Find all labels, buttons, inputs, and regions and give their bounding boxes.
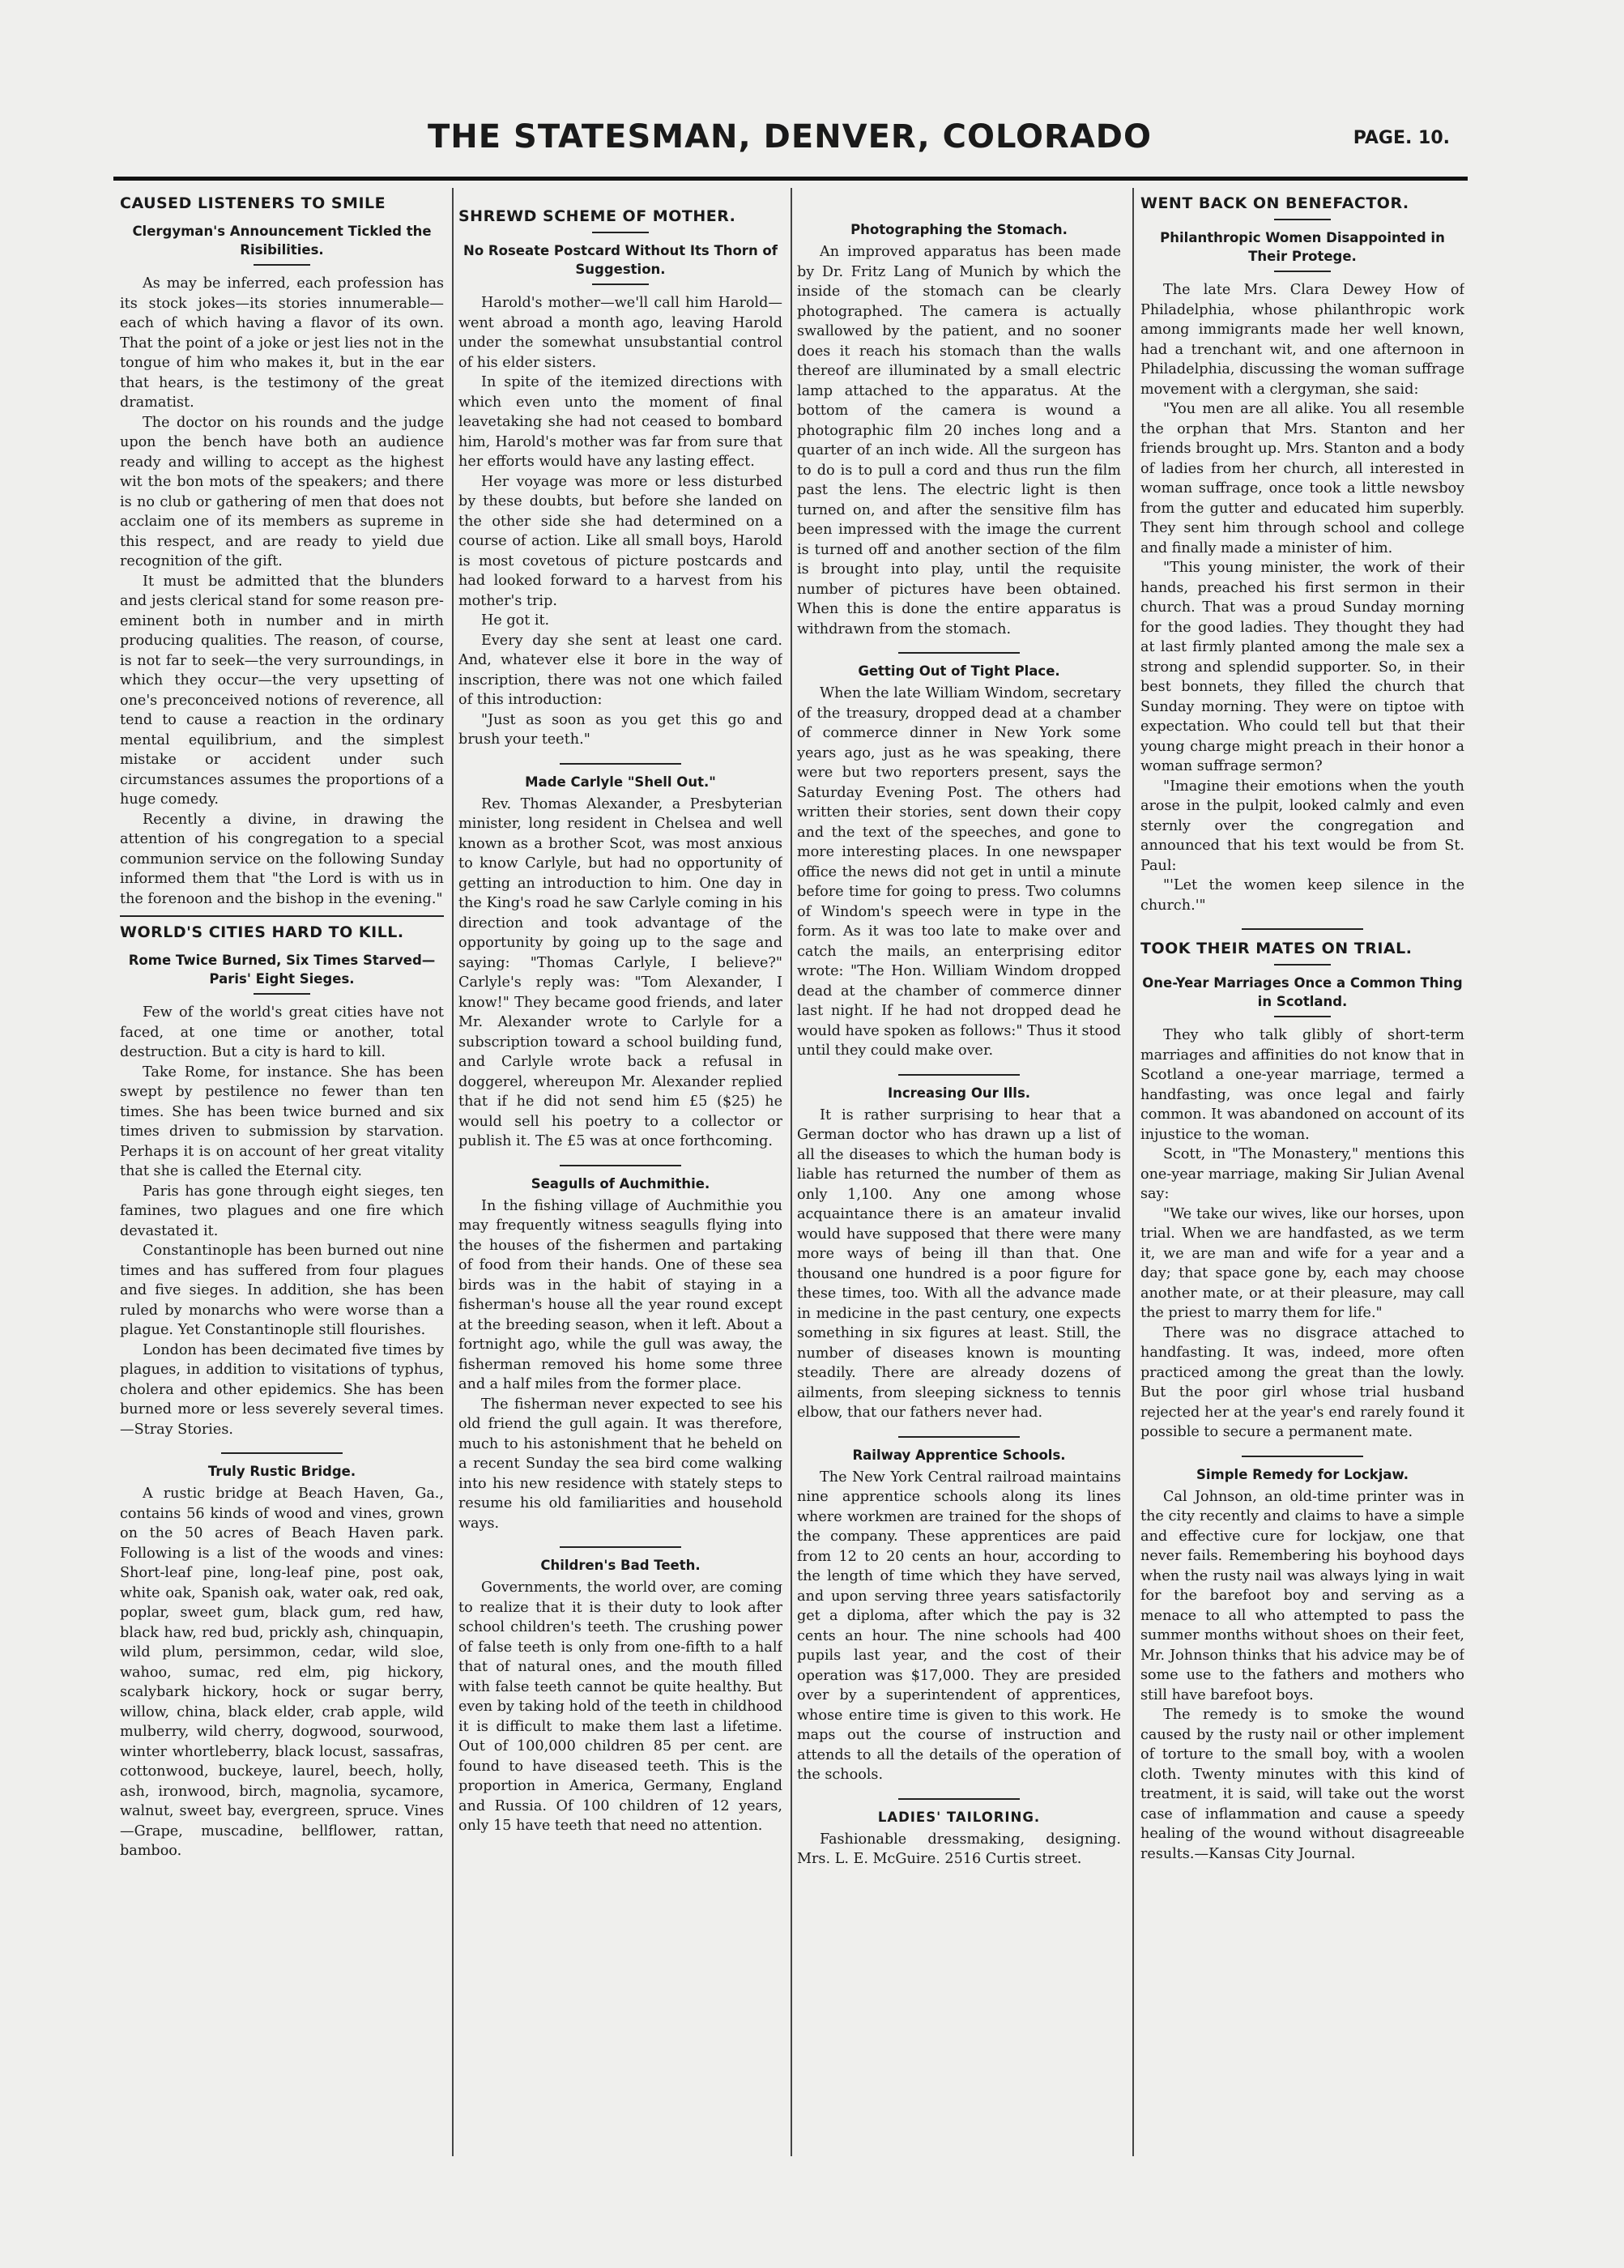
article-headline: WENT BACK ON BENEFACTOR. [1140, 194, 1409, 212]
paragraph: The doctor on his rounds and the judge upon the bench have both an audience ready and willing to accept as the highest wit the bon mots of the speakers; and there is no club or gathering of men that does not acclaim one of its members as supreme in this respect, and are ready to yield due recognition of the gift. [120, 414, 444, 569]
paragraph: Paris has gone through eight sieges, ten famines, two plagues and one fire which devastated it. [120, 1183, 444, 1239]
divider [592, 232, 649, 233]
divider [560, 1165, 681, 1166]
column-4 [1140, 188, 1464, 2197]
masthead [113, 113, 1466, 162]
article-subhead: One-Year Marriages Once a Common Thing in Scotland. [1142, 975, 1463, 1009]
paragraph: Few of the world's great cities have not faced, at one time or another, total destruction. But a city is hard to kill. [120, 1004, 444, 1060]
divider [1242, 928, 1363, 930]
paragraph: They who talk glibly of short-term marriages and affinities do not know that in Scotland a one-year marriage, termed a handfasting, was once legal and fairly common. It was abandoned on account of its injustice to the woman. [1140, 1027, 1464, 1143]
divider [592, 284, 649, 285]
paragraph: Every day she sent at least one card. And, whatever else it bore in the way of inscription, there was not one which failed of this introduction: [458, 632, 782, 708]
article-subhead: Increasing Our Ills. [887, 1085, 1031, 1101]
article-subhead: Photographing the Stomach. [850, 222, 1068, 237]
column-2 [458, 188, 782, 2197]
divider [254, 264, 310, 266]
article-headline: CAUSED LISTENERS TO SMILE [120, 194, 386, 212]
article-headline: WORLD'S CITIES HARD TO KILL. [120, 923, 404, 941]
paragraph: In spite of the itemized directions with which even unto the moment of final leavetaking she had not ceased to bombard him, Harold's mother was far from sure that her efforts would have any lasting effect. [458, 374, 782, 470]
paragraph: It must be admitted that the blunders and jests clerical stand for some reason pre-eminent both in number and in mirth producing qualities. The reason, of course, is not far to seek—the very surroundings, in which they occur—the very upsetting of one's preconceived notions of reverence, all tend to cause a reaction in the ordinary mental equilibrium, and the simplest mistake or accident under such circumstances assumes the proportions of a huge comedy. [120, 573, 444, 808]
paragraph: "You men are all alike. You all resemble the orphan that Mrs. Stanton and her friends brought up. Mrs. Stanton and a body of ladies from her church, all interested in woman suffrage, once took a little newsboy from the gutter and educated him superbly. They sent him through school and college and finally made a minister of him. [1140, 401, 1464, 556]
column-divider [452, 188, 454, 2156]
article-subhead: Rome Twice Burned, Six Times Starved—Paris' Eight Sieges. [128, 953, 436, 987]
divider [1242, 1456, 1363, 1457]
column-divider [1132, 188, 1134, 2156]
paragraph: Cal Johnson, an old-time printer was in the city recently and claims to have a simple and effective cure for lockjaw, one that never fails. Remembering his boyhood days when the rusty nail was always lying in wait for the barefoot boy and serving as a menace to all who attempted to pass the summer months without shoes on their feet, Mr. Johnson thinks that his advice may be of some use to the fathers and mothers who still have barefoot boys. [1140, 1488, 1464, 1703]
paragraph: Constantinople has been burned out nine times and has suffered from four plagues and five sieges. In addition, she has been ruled by monarchs who were worse than a plague. Yet Constantinople still flourishes. [120, 1243, 444, 1338]
paragraph: "Just as soon as you get this go and brush your teeth." [458, 711, 782, 748]
article-subhead: Truly Rustic Bridge. [207, 1464, 356, 1479]
article-subhead: Getting Out of Tight Place. [858, 663, 1060, 679]
article-subhead: Clergyman's Announcement Tickled the Risibilities. [132, 224, 432, 258]
paragraph: Take Rome, for instance. She has been swept by pestilence no fewer than ten times. She has been twice burned and six times driven to submission by starvation. Perhaps it is on account of her great vitality that she is called the Eternal city. [120, 1064, 444, 1179]
divider [560, 1546, 681, 1548]
paragraph: He got it. [481, 612, 550, 629]
paragraph: Governments, the world over, are coming to realize that it is their duty to look after school children's teeth. The crushing power of false teeth is only from one-fifth to a half that of natural ones, and the mouth filled with false teeth cannot be quite healthy. But even by taking hold of the teeth in childhood it is difficult to make them last a lifetime. Out of 100,000 children 85 per cent. are found to have diseased teeth. This is the proportion in America, Germany, England and Russia. Of 100 children of 12 years, only 15 have teeth that need no attention. [458, 1580, 782, 1834]
divider [560, 763, 681, 765]
article-subhead: Children's Bad Teeth. [540, 1558, 701, 1573]
article-subhead: Simple Remedy for Lockjaw. [1196, 1466, 1409, 1482]
article-subhead: Seagulls of Auchmithie. [531, 1175, 710, 1192]
paragraph: Rev. Thomas Alexander, a Presbyterian minister, long resident in Chelsea and well known as a brother Scot, was most anxious to know Carlyle, but had no opportunity of getting an introduction to him. One day in the King's road he saw Carlyle coming in his direction and took advantage of the opportunity by going up to the sage and saying: "Thomas Carlyle, I believe?" Carlyle's reply was: "Tom Alexander, I know!" They became good friends, and later Mr. Alexander wrote to Carlyle for a subscription toward a school building fund, and Carlyle wrote back a refusal in doggerel, whereupon Mr. Alexander replied that if he did not send him £5 ($25) he would sell his poetry to a collector or publish it. The £5 was at once forthcoming. [458, 795, 782, 1149]
paragraph: The late Mrs. Clara Dewey How of Philadelphia, whose philanthropic work among immigrants made her well known, had a trenchant wit, and one afternoon in Philadelphia, discussing the woman suffrage movement with a clergyman, she said: [1140, 282, 1464, 398]
divider [898, 1436, 1020, 1438]
divider [898, 652, 1020, 654]
article-subhead: No Roseate Postcard Without Its Thorn of Suggestion. [463, 243, 778, 277]
paragraph: The fisherman never expected to see his old friend the gull again. It was therefore, much to his astonishment that he beheld on a recent Sunday the sea bird come walking into his new residence with stately steps to resume his old familiarities and household ways. [458, 1396, 782, 1532]
divider [1274, 1016, 1331, 1017]
masthead-title: THE STATESMAN, DENVER, COLORADO [428, 118, 1152, 156]
paragraph: Her voyage was more or less disturbed by these doubts, but before she landed on the other side she had determined on a course of action. Like all small boys, Harold is most covetous of picture postcards and had looked forward to a harvest from his mother's trip. [458, 473, 782, 609]
divider [1274, 219, 1331, 220]
column-3 [797, 188, 1121, 2197]
divider [221, 1452, 343, 1454]
divider [1274, 964, 1331, 966]
paragraph: London has been decimated five times by plagues, in addition to visitations of typhus, cholera and other epidemics. She has been burned more or less severely several times.—Stray Stories. [120, 1341, 444, 1438]
column-divider [791, 188, 792, 2156]
paragraph: Harold's mother—we'll call him Harold—went abroad a month ago, leaving Harold under the somewhat unsubstantial control of his elder sisters. [458, 295, 782, 371]
paragraph: When the late William Windom, secretary of the treasury, dropped dead at a chamber of commerce dinner in New York some years ago, just as he was speaking, there were but two reporters present, says the Saturday Evening Post. The others had written their stories, sent down their copy and the text of the speeches, and gone to more interesting places. In one newspaper office the news did not get in until a minute before time for going to press. Two columns of Windom's speech were in type in the form. As it was too late to make over and catch the mails, an enterprising editor wrote: "The Hon. William Windom dropped dead at the chamber of commerce dinner last night. If he had not dropped dead he would have spoken as follows:" Thus it stood until they could make over. [797, 685, 1121, 1059]
divider [120, 915, 444, 917]
divider [898, 1798, 1020, 1800]
paragraph: Recently a divine, in drawing the attention of his congregation to a special communion service on the following Sunday informed them that "the Lord is with us in the forenoon and the bishop in the evening." [120, 811, 444, 907]
paragraph: Scott, in "The Monastery," mentions this one-year marriage, making Sir Julian Avenal say: [1140, 1146, 1464, 1202]
paragraph: "Imagine their emotions when the youth arose in the pulpit, looked calmly and even sternly over the congregation and announced that his text would be from St. Paul: [1140, 778, 1464, 874]
column-1 [120, 188, 444, 2197]
divider [254, 993, 310, 995]
paragraph: A rustic bridge at Beach Haven, Ga., contains 56 kinds of wood and vines, grown on the 50 acres of Beach Haven park. Following is a list of the woods and vines: Short-leaf pine, long-leaf pine, post oak, white oak, Spanish oak, water oak, red oak, poplar, sweet gum, black gum, red haw, black haw, red bud, prickly ash, chinquapin, wild plum, persimmon, cedar, wild sloe, wahoo, sumac, red elm, pig hickory, scalybark hickory, hock or sugar berry, willow, china, black elder, crab apple, wild mulberry, wild cherry, dogwood, sourwood, winter whortleberry, black locust, sassafras, cottonwood, buckeye, laurel, beech, holly, ash, ironwood, birch, magnolia, sycamore, walnut, sweet bay, evergreen, spruce. Vines—Grape, muscadine, bellflower, rattan, bamboo. [120, 1486, 444, 1859]
paragraph: The New York Central railroad maintains nine apprentice schools along its lines where workmen are trained for the shops of the company. These apprentices are paid from 12 to 20 cents an hour, according to the length of time which they have served, and upon serving three years satisfactorily get a diploma, after which the pay is 32 cents an hour. The nine schools had 400 pupils last year, and the cost of their operation was $17,000. They are presided over by a superintendent of apprentices, whose entire time is given to this work. He maps out the course of instruction and attends to all the details of the operation of the schools. [797, 1469, 1121, 1783]
divider [898, 1074, 1020, 1076]
paragraph: In the fishing village of Auchmithie you may frequently witness seagulls flying into the houses of the fishermen and partaking of food from their hands. One of these sea birds was in the habit of staying in a fisherman's house all the year round except at the breeding season, when it left. About a fortnight ago, while the gull was away, the fisherman removed his home some three and a half miles from the former place. [458, 1197, 782, 1392]
article-subhead: LADIES' TAILORING. [877, 1809, 1041, 1825]
paragraph: "We take our wives, like our horses, upon trial. When we are handfasted, as we term it, we are man and wife for a year and a day; that space gone by, each may choose another mate, or at their pleasure, may call the priest to marry them for life." [1140, 1205, 1464, 1321]
paragraph: Fashionable dressmaking, designing. Mrs. L. E. McGuire. 2516 Curtis street. [797, 1831, 1121, 1867]
article-headline: SHREWD SCHEME OF MOTHER. [458, 207, 736, 225]
article-subhead: Made Carlyle "Shell Out." [525, 774, 716, 790]
paragraph: "This young minister, the work of their hands, preached his first sermon in their church. That was a proud Sunday morning for the good ladies. They thought they had at last firmly planted among the male sex a strong and splendid supporter. So, in their best bonnets, they filled the church that Sunday morning. They were on tiptoe with expectation. Who could tell but that their young charge might preach in their honor a woman suffrage sermon? [1140, 560, 1464, 774]
paragraph: It is rather surprising to hear that a German doctor who has drawn up a list of all the diseases to which the human body is liable has returned the number of them as only 1,100. Any one among whose acquaintance there is an amateur invalid would have supposed that there were many more ways of being ill than that. One thousand one hundred is a poor figure for these times, too. With all the advance made in medicine in the past century, one expects something in six figures at least. Still, the number of diseases known is mounting steadily. There are already dozens of ailments, from sleeping sickness to tennis elbow, that our fathers never had. [797, 1106, 1121, 1421]
paragraph: "'Let the women keep silence in the church.'" [1140, 877, 1464, 914]
article-subhead: Philanthropic Women Disappointed in Their Protege. [1160, 230, 1445, 264]
masthead-rule [113, 177, 1468, 181]
paragraph: An improved apparatus has been made by Dr. Fritz Lang of Munich by which the inside of the stomach can be clearly photographed. The camera is actually swallowed by the patient, and no sooner does it reach his stomach than the walls thereof are illuminated by a small electric lamp attached to the apparatus. At the bottom of the camera is wound a photographic film 20 inches long and a quarter of an inch wide. All the surgeon has to do is to pull a cord and thus run the film past the lens. The electric light is then turned on, and after the sensitive film has been impressed with the image the current is turned off and another section of the film is brought into play, until the requisite number of pictures have been obtained. When this is done the entire apparatus is withdrawn from the stomach. [797, 244, 1121, 637]
article-subhead: Railway Apprentice Schools. [852, 1447, 1066, 1463]
article-headline: TOOK THEIR MATES ON TRIAL. [1140, 940, 1413, 957]
divider [1274, 271, 1331, 272]
page-number: PAGE. 10. [1353, 128, 1450, 148]
paragraph: The remedy is to smoke the wound caused by the rusty nail or other implement of torture to the small boy, with a woolen cloth. Twenty minutes with this kind of treatment, it is said, will take out the worst case of inflammation and cause a speedy healing of the wound without disagreeable results.—Kansas City Journal. [1140, 1707, 1464, 1862]
paragraph: As may be inferred, each profession has its stock jokes—its stories innumerable—each of which having a flavor of its own. That the point of a joke or jest lies not in the tongue of him who makes it, but in the ear that hears, is the testimony of the great dramatist. [120, 275, 444, 411]
paragraph: There was no disgrace attached to handfasting. It was, indeed, more often practiced among the great than the lowly. But the poor girl whose trial husband rejected her at the year's end rarely found it possible to secure a permanent mate. [1140, 1324, 1464, 1440]
